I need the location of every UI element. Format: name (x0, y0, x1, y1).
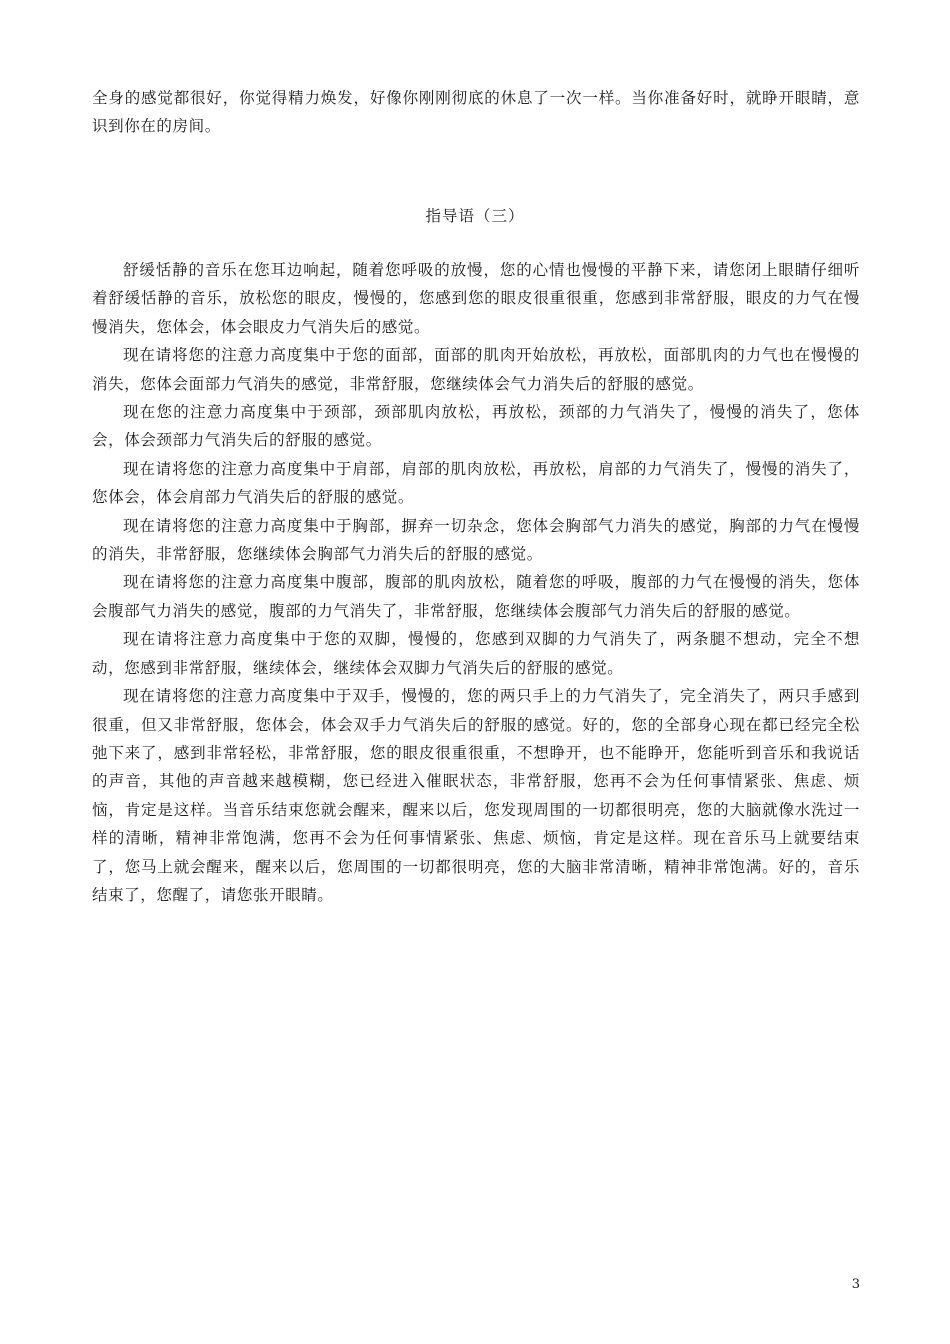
paragraph-neck: 现在您的注意力高度集中于颈部，颈部肌肉放松，再放松，颈部的力气消失了，慢慢的消失了，您体会，体会颈部力气消失后的舒服的感觉。 (92, 403, 860, 450)
paragraph-face: 现在请将您的注意力高度集中于您的面部，面部的肌肉开始放松，再放松，面部肌肉的力气也在慢慢的消失，您体会面部力气消失的感觉，非常舒服，您继续体会气力消失后的舒服的感觉。 (92, 346, 860, 393)
intro-text (92, 84, 860, 141)
paragraph-abdomen: 现在请将您的注意力高度集中腹部，腹部的肌肉放松，随着您的呼吸，腹部的力气在慢慢的消失，您体会腹部气力消失的感觉，腹部的力气消失了，非常舒服，您继续体会腹部气力消失后的舒服的感觉。 (92, 573, 860, 620)
paragraph-shoulders: 现在请将您的注意力高度集中于肩部，肩部的肌肉放松，再放松，肩部的力气消失了，慢慢的消失了，您体会，体会肩部力气消失后的舒服的感觉。 (92, 459, 860, 507)
paragraph-chest: 现在请将您的注意力高度集中于胸部，摒弃一切杂念，您体会胸部气力消失的感觉，胸部的力气在慢慢的消失，非常舒服，您继续体会胸部气力消失后的舒服的感觉。 (92, 516, 860, 564)
paragraph-hands: 现在请将您的注意力高度集中于双手，慢慢的，您的两只手上的力气消失了，完全消失了，两只手感到很重，但又非常舒服，您体会，体会双手力气消失后的舒服的感觉。好的，您的全部身心现在都已经完全松弛下来了，感到非常轻松，非常舒服，您的眼皮很重很重，不想睁开，也不能睁开，您能听到音乐和我说话的声音，其他的声音越来越模糊，您已经进入催眠状态，非常舒服，您再不会为任何事情紧张、焦虑、烦恼，肯定是这样。当音乐结束您就会醒来，醒来以后，您发现周围的一切都很明亮，您的大脑就像水洗过一样的清晰，精神非常饱满，您再不会为任何事情紧张、焦虑、烦恼，肯定是这样。现在音乐马上就要结束了，您马上就会醒来，醒来以后，您周围的一切都很明亮，您的大脑非常清晰，精神非常饱满。好的，音乐结束了，您醒了，请您张开眼睛。 (92, 687, 860, 904)
guidance-body (92, 256, 860, 909)
intro-paragraph: 全身的感觉都很好，你觉得精力焕发，好像你刚刚彻底的休息了一次一样。当你准备好时，就睁开眼睛，意识到你在的房间。 (92, 89, 860, 136)
paragraph-feet: 现在请将注意力高度集中于您的双脚，慢慢的，您感到双脚的力气消失了，两条腿不想动，完全不想动，您感到非常舒服，继续体会，继续体会双脚力气消失后的舒服的感觉。 (92, 630, 860, 677)
paragraph-eyelids: 舒缓恬静的音乐在您耳边响起，随着您呼吸的放慢，您的心情也慢慢的平静下来，请您闭上眼睛仔细听着舒缓恬静的音乐，放松您的眼皮，慢慢的，您感到您的眼皮很重很重，您感到非常舒服，眼皮的力气在慢慢消失，您体会，体会眼皮力气消失后的感觉。 (92, 261, 860, 336)
page-number: 3 (851, 1277, 860, 1292)
section-title: 指导语（三） (425, 207, 525, 225)
